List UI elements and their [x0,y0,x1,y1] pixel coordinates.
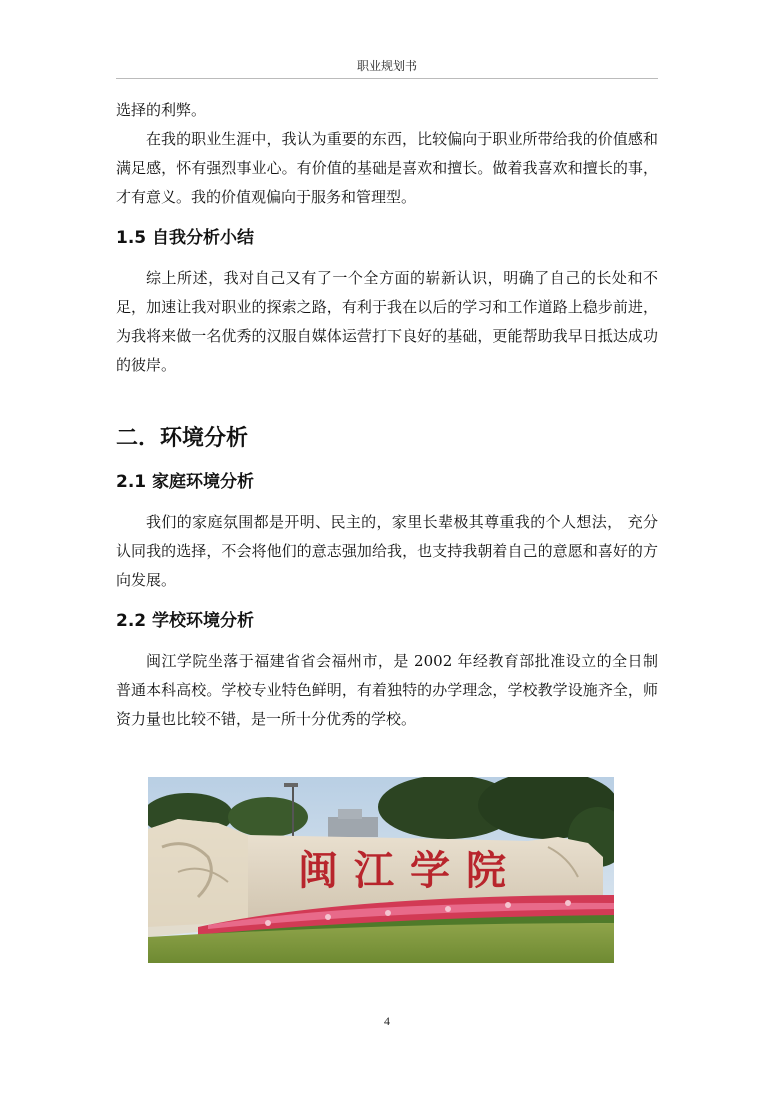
paragraph-continuation: 选择的利弊。 [116,101,207,119]
campus-gate-photo [148,777,614,963]
heading-1-5: 1.5 自我分析小结 [116,228,255,248]
paragraph-values: 在我的职业生涯中，我认为重要的东西，比较偏向于职业所带给我的价值感和满足感，怀有强烈事业心。有价值的基础是喜欢和擅长。做着我喜欢和擅长的事，才有意义。我的价值观偏向于服务和管理型。 [116,130,658,206]
header-divider [116,78,658,79]
page-number: 4 [384,1014,390,1028]
document-body [116,96,658,734]
page-header-title: 职业规划书 [356,59,417,73]
heading-2-1: 2.1 家庭环境分析 [116,472,255,492]
heading-2-2: 2.2 学校环境分析 [116,611,255,631]
paragraph-school: 闽江学院坐落于福建省省会福州市，是 2002 年经教育部批准设立的全日制普通本科高校。学校专业特色鲜明，有着独特的办学理念，学校教学设施齐全，师资力量也比较不错，是一所十分优秀的学校。 [116,652,658,728]
gate-inscription: 闽江学院 [298,847,522,894]
paragraph-summary: 综上所述，我对自己又有了一个全方面的崭新认识，明确了自己的长处和不足，加速让我对职业的探索之路，有利于我在以后的学习和工作道路上稳步前进，为我将来做一名优秀的汉服自媒体运营打下良好的基础，更能帮助我早日抵达成功的彼岸。 [116,269,658,374]
section-heading-environment: 二．环境分析 [116,426,249,451]
paragraph-family: 我们的家庭氛围都是开明、民主的，家里长辈极其尊重我的个人想法， 充分认同我的选择，不会将他们的意志强加给我，也支持我朝着自己的意愿和喜好的方向发展。 [116,513,658,589]
